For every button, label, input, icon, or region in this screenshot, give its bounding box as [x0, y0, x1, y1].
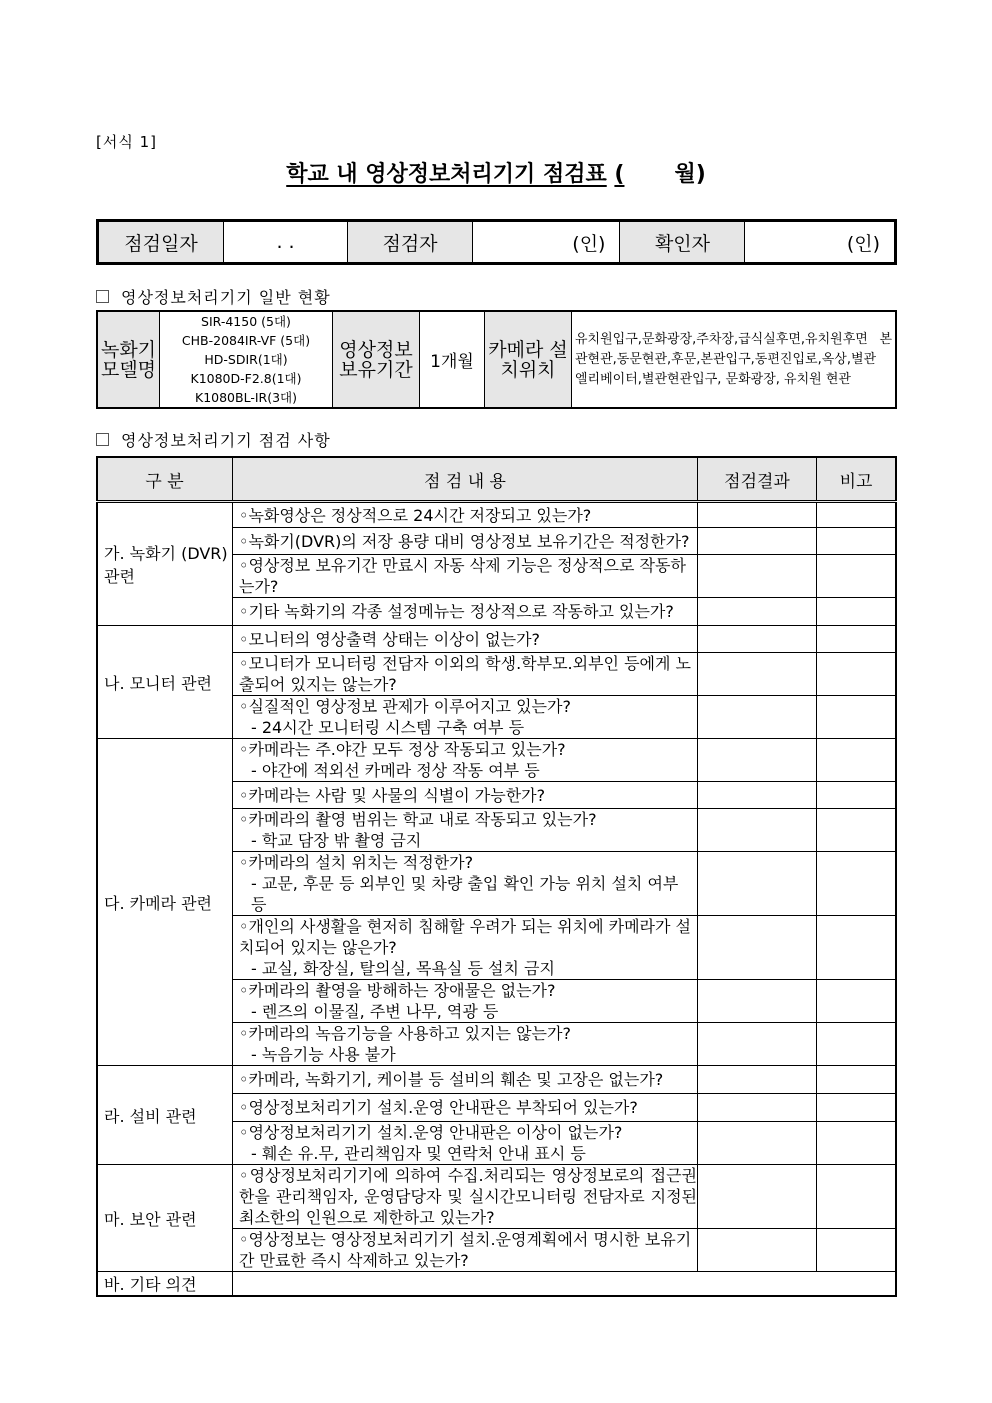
category-other: 바. 기타 의견	[97, 1272, 233, 1297]
general-status-table	[96, 310, 897, 409]
note-cell[interactable]	[817, 1165, 897, 1229]
result-cell[interactable]	[698, 1023, 817, 1066]
note-cell[interactable]	[817, 696, 897, 739]
retention-value: 1개월	[420, 311, 485, 408]
checkbox-icon	[96, 290, 109, 303]
check-item: ◦카메라의 촬영을 방해하는 장애물은 없는가? - 렌즈의 이물질, 주변 나무, 역광 등	[233, 980, 698, 1023]
check-item: ◦영상정보 보유기간 만료시 자동 삭제 기능은 정상적으로 작동하는가?	[233, 555, 698, 598]
title-month: 월)	[674, 162, 706, 187]
result-cell[interactable]	[698, 980, 817, 1023]
confirmer-label: 확인자	[620, 221, 745, 264]
check-item: ◦카메라의 설치 위치는 적정한가? - 교문, 후문 등 외부인 및 차량 출입 확인 가능 위치 설치 여부 등	[233, 852, 698, 916]
category-camera: 다. 카메라 관련	[97, 739, 233, 1066]
note-cell[interactable]	[817, 916, 897, 980]
checkbox-icon	[96, 433, 109, 446]
location-value: 유치원입구,문화광장,주차장,급식실후면,유치원후면 본관현관,동문현관,후문,본관입구,동편진입로,옥상,별관 엘리베이터,별관현관입구, 문화광장, 유치원 현관	[572, 311, 897, 408]
result-cell[interactable]	[698, 653, 817, 696]
general-section-heading: 영상정보처리기기 일반 현황	[96, 285, 331, 308]
result-cell[interactable]	[698, 555, 817, 598]
check-item: ◦카메라는 사람 및 사물의 식별이 가능한가?	[233, 782, 698, 809]
check-item: ◦카메라의 녹음기능을 사용하고 있지는 않는가? - 녹음기능 사용 불가	[233, 1023, 698, 1066]
check-item: ◦기타 녹화기의 각종 설정메뉴는 정상적으로 작동하고 있는가?	[233, 598, 698, 626]
result-cell[interactable]	[698, 1122, 817, 1165]
note-cell[interactable]	[817, 1066, 897, 1094]
result-cell[interactable]	[698, 1229, 817, 1272]
category-monitor: 나. 모니터 관련	[97, 626, 233, 739]
col-content: 점 검 내 용	[233, 457, 698, 502]
category-recorder: 가. 녹화기 (DVR) 관련	[97, 502, 233, 626]
check-item: ◦카메라, 녹화기기, 케이블 등 설비의 훼손 및 고장은 없는가?	[233, 1066, 698, 1094]
note-cell[interactable]	[817, 852, 897, 916]
check-item: ◦모니터의 영상출력 상태는 이상이 없는가?	[233, 626, 698, 653]
recorder-models: SIR-4150 (5대) CHB-2084IR-VF (5대) HD-SDIR(1대) K1080D-F2.8(1대) K1080BL-IR(3대)	[160, 311, 333, 408]
col-category: 구 분	[97, 457, 233, 502]
category-security: 마. 보안 관련	[97, 1165, 233, 1272]
check-item: ◦녹화기(DVR)의 저장 용량 대비 영상정보 보유기간은 적정한가?	[233, 528, 698, 555]
check-item: ◦영상정보처리기기 설치.운영 안내판은 이상이 없는가? - 훼손 유.무, 관리책임자 및 연락처 안내 표시 등	[233, 1122, 698, 1165]
check-item: ◦개인의 사생활을 현저히 침해할 우려가 되는 위치에 카메라가 설치되어 있지는 않은가? - 교실, 화장실, 탈의실, 목욕실 등 설치 금지	[233, 916, 698, 980]
inspector-label: 점검자	[348, 221, 473, 264]
note-cell[interactable]	[817, 626, 897, 653]
result-cell[interactable]	[698, 782, 817, 809]
check-item: ◦영상정보처리기기 설치.운영 안내판은 부착되어 있는가?	[233, 1094, 698, 1122]
note-cell[interactable]	[817, 598, 897, 626]
note-cell[interactable]	[817, 1023, 897, 1066]
note-cell[interactable]	[817, 1229, 897, 1272]
result-cell[interactable]	[698, 916, 817, 980]
result-cell[interactable]	[698, 626, 817, 653]
note-cell[interactable]	[817, 653, 897, 696]
check-item: ◦녹화영상은 정상적으로 24시간 저장되고 있는가?	[233, 502, 698, 528]
other-opinion-field[interactable]	[233, 1272, 897, 1297]
retention-label: 영상정보 보유기간	[333, 311, 420, 408]
result-cell[interactable]	[698, 1066, 817, 1094]
result-cell[interactable]	[698, 739, 817, 782]
result-cell[interactable]	[698, 1165, 817, 1229]
confirmer-field[interactable]: (인)	[745, 221, 896, 264]
form-number: [서식 1]	[96, 133, 157, 151]
note-cell[interactable]	[817, 555, 897, 598]
note-cell[interactable]	[817, 528, 897, 555]
result-cell[interactable]	[698, 502, 817, 528]
location-label: 카메라 설치위치	[485, 311, 572, 408]
checklist-table	[96, 456, 897, 1297]
check-item: ◦영상정보는 영상정보처리기기 설치.운영계획에서 명시한 보유기간 만료한 즉시 삭제하고 있는가?	[233, 1229, 698, 1272]
check-item: ◦실질적인 영상정보 관제가 이루어지고 있는가? - 24시간 모니터링 시스템 구축 여부 등	[233, 696, 698, 739]
result-cell[interactable]	[698, 809, 817, 852]
note-cell[interactable]	[817, 1094, 897, 1122]
check-item: ◦카메라는 주.야간 모두 정상 작동되고 있는가? - 야간에 적외선 카메라 정상 작동 여부 등	[233, 739, 698, 782]
note-cell[interactable]	[817, 809, 897, 852]
result-cell[interactable]	[698, 852, 817, 916]
inspection-header-table	[96, 219, 897, 265]
date-field[interactable]: . .	[224, 221, 348, 264]
result-cell[interactable]	[698, 696, 817, 739]
title-paren: (	[614, 162, 625, 187]
result-cell[interactable]	[698, 1094, 817, 1122]
col-result: 점검결과	[698, 457, 817, 502]
check-item: ◦모니터가 모니터링 전담자 이외의 학생.학부모.외부인 등에게 노출되어 있지는 않는가?	[233, 653, 698, 696]
note-cell[interactable]	[817, 1122, 897, 1165]
category-equipment: 라. 설비 관련	[97, 1066, 233, 1165]
note-cell[interactable]	[817, 502, 897, 528]
note-cell[interactable]	[817, 782, 897, 809]
check-item: ◦영상정보처리기기에 의하여 수집.처리되는 영상정보로의 접근권한을 관리책임자, 운영담당자 및 실시간모니터링 전담자로 지정된 최소한의 인원으로 제한하고 있는가?	[233, 1165, 698, 1229]
result-cell[interactable]	[698, 528, 817, 555]
title-main: 학교 내 영상정보처리기기 점검표	[286, 162, 607, 187]
recorder-model-label: 녹화기 모델명	[97, 311, 160, 408]
check-item: ◦카메라의 촬영 범위는 학교 내로 작동되고 있는가? - 학교 담장 밖 촬영 금지	[233, 809, 698, 852]
page-title	[0, 157, 992, 188]
note-cell[interactable]	[817, 980, 897, 1023]
inspector-field[interactable]: (인)	[473, 221, 620, 264]
checklist-section-heading: 영상정보처리기기 점검 사항	[96, 428, 331, 451]
date-label: 점검일자	[98, 221, 224, 264]
result-cell[interactable]	[698, 598, 817, 626]
col-note: 비고	[817, 457, 897, 502]
note-cell[interactable]	[817, 739, 897, 782]
